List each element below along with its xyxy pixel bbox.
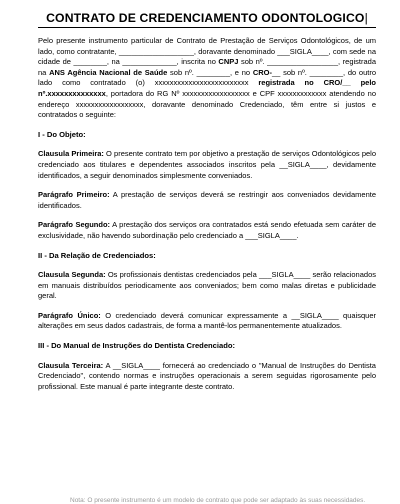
section-heading-objeto: I - Do Objeto:	[38, 129, 86, 139]
clause-label: Clausula Segunda:	[38, 270, 106, 280]
intro-text: , portadora do RG Nº xxxxxxxxxxxxxxxxxx e CPF xxxxxxxxxxxxx atendendo no endereço xxxxxxxxxxxxxxxxxx, doravante denominado Credenciado, têm entre si justos e contratados o seguinte:	[38, 88, 376, 120]
clause-label: Clausula Primeira:	[38, 149, 104, 159]
intro-text: Pelo presente instrumento particular de Contrato de Prestação de Serviços Odontológicos, de um lado, como contratante, __________________, doravante denominado ___SIGLA____, com sede na cidade de ________, na _____________, inscrita no	[38, 36, 376, 67]
paragraph-label: Parágrafo Único:	[38, 310, 101, 320]
paragrafo-primeiro	[38, 190, 376, 211]
paragrafo-segundo	[38, 220, 376, 241]
intro-text: __ sob nº. ________, do outro lado como contratado (o) xxxxxxxxxxxxxxxxxxxxxxxxx	[38, 67, 376, 88]
clause-text: Os profissionais dentistas credenciados pela ___SIGLA____ serão relacionados em manuais distribuídos periodicamente aos conveniados; bem como malas diretas e publicidade geral.	[38, 270, 376, 301]
paragraph-text: A prestação de serviços deverá se restringir aos conveniados devidamente identificados.	[38, 190, 376, 210]
paragraph-text: A prestação dos serviços ora contratados está sendo efetuada sem caráter de exclusividade, não havendo subordinação pelo credenciado a ___SIGLA____.	[38, 220, 376, 240]
section-heading-manual: III - Do Manual de Instruções do Dentista Credenciado:	[38, 341, 236, 351]
clause-primeira	[38, 149, 376, 181]
paragraph-label: Parágrafo Primeiro:	[38, 190, 110, 200]
intro-text: CNPJ	[218, 57, 239, 67]
intro-text: ANS Agência Nacional de Saúde	[49, 67, 168, 77]
text-cursor: |	[364, 11, 368, 25]
section-heading-credenciados: II - Da Relação de Credenciados:	[38, 250, 156, 260]
paragraph-label: Parágrafo Segundo:	[38, 220, 111, 230]
intro-text: CRO-	[252, 67, 272, 77]
document-title: CONTRATO DE CREDENCIAMENTO ODONTOLOGICO|	[38, 10, 376, 28]
clause-label: Clausula Terceira:	[38, 360, 104, 370]
clause-terceira	[38, 361, 376, 393]
intro-text: sob nº. _________________, registrada na	[38, 57, 376, 77]
clause-segunda	[38, 270, 376, 302]
clause-text: A __SIGLA____ fornecerá ao credenciado o "Manual de Instruções do Dentista Credenciado", contendo normas e instruções operacionais a serem seguidas rigorosamente pelo profissional. Este manual é parte integrante deste contrato.	[38, 360, 376, 391]
intro-text: registrada no CRO/__ pelo nº.xxxxxxxxxxxxxx	[38, 78, 376, 98]
paragrafo-unico	[38, 311, 376, 332]
intro-paragraph	[38, 36, 376, 121]
paragraph-text: O credenciado deverá comunicar expressamente a __SIGLA____ quaisquer alterações em seus dados cadastrais, de forma a mantê-los permanentemente atualizados.	[38, 310, 376, 331]
intro-text: sob nº. ________, e no	[167, 67, 253, 77]
footer-note: Nota: O presente instrumento é um modelo de contrato que pode ser adaptado às suas necessidades.	[70, 497, 366, 504]
clause-text: O presente contrato tem por objetivo a prestação de serviços Odontológicos pelo credenciado aos titulares e dependentes associados inscritos pela __SIGLA____, devidamente identificados, a seguir denominados simplesmente conveniados.	[38, 149, 377, 180]
